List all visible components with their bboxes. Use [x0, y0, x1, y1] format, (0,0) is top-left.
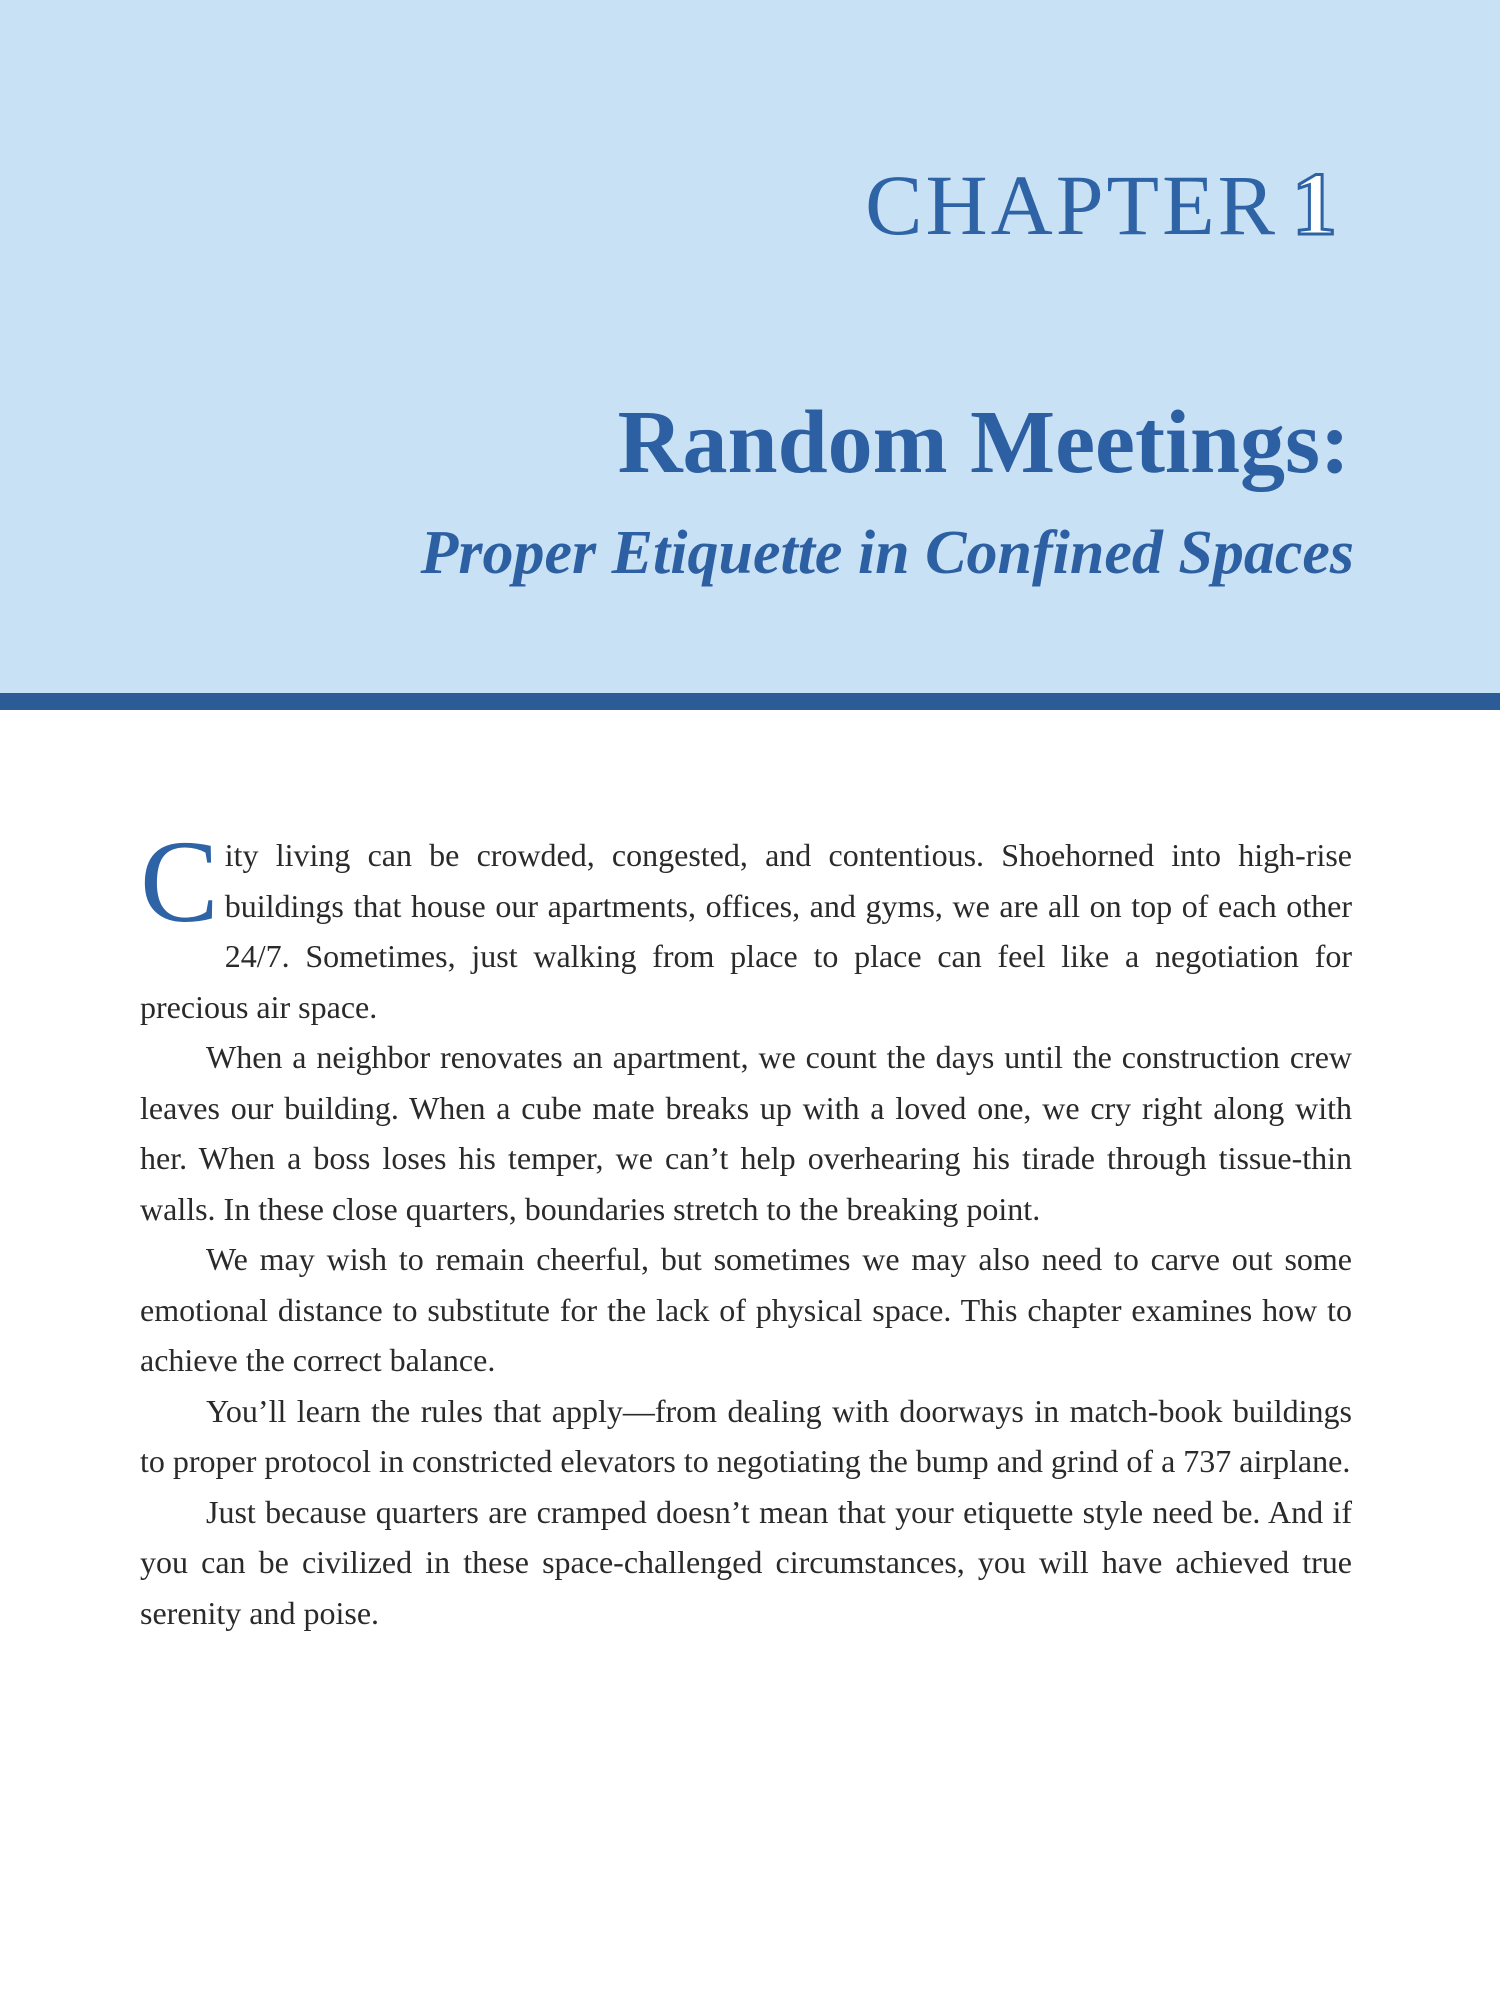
- chapter-subtitle: Proper Etiquette in Confined Spaces: [420, 519, 1354, 587]
- chapter-body: [140, 816, 1352, 1638]
- chapter-title: Random Meetings:: [617, 393, 1350, 492]
- body-paragraph-4: You’ll learn the rules that apply—from dealing with doorways in match-book buildings to proper protocol in constricted elevators to negotiating the bump and grind of a 737 airplane.: [140, 1392, 1352, 1479]
- chapter-header-band: [0, 0, 1500, 693]
- body-paragraph-1-text: ity living can be crowded, congested, and contentious. Shoehorned into high-rise buildings that house our apartments, offices, and gyms, we are all on top of each other 24/7. Sometimes, just walking from place to place can feel like a negotiation for precious air space.: [140, 837, 1352, 1025]
- body-paragraph-1: [140, 816, 1352, 1032]
- body-paragraph-5: Just because quarters are cramped doesn’t mean that your etiquette style need be. And if you can be civilized in these space-challenged circumstances, you will have achieved true serenity and poise.: [140, 1493, 1352, 1631]
- body-paragraph-2: When a neighbor renovates an apartment, we count the days until the construction crew leaves our building. When a cube mate breaks up with a loved one, we cry right along with her. When a boss loses his temper, we can’t help overhearing his tirade through tissue-thin walls. In these close quarters, boundaries stretch to the breaking point.: [140, 1039, 1352, 1227]
- header-divider-rule: [0, 693, 1500, 710]
- drop-cap: C: [140, 816, 219, 947]
- chapter-label: [865, 155, 1340, 254]
- body-paragraph-3: We may wish to remain cheerful, but sometimes we may also need to carve out some emotional distance to substitute for the lack of physical space. This chapter examines how to achieve the correct balance.: [140, 1241, 1352, 1378]
- chapter-number: 1: [1292, 155, 1340, 254]
- chapter-word: CHAPTER: [865, 157, 1278, 253]
